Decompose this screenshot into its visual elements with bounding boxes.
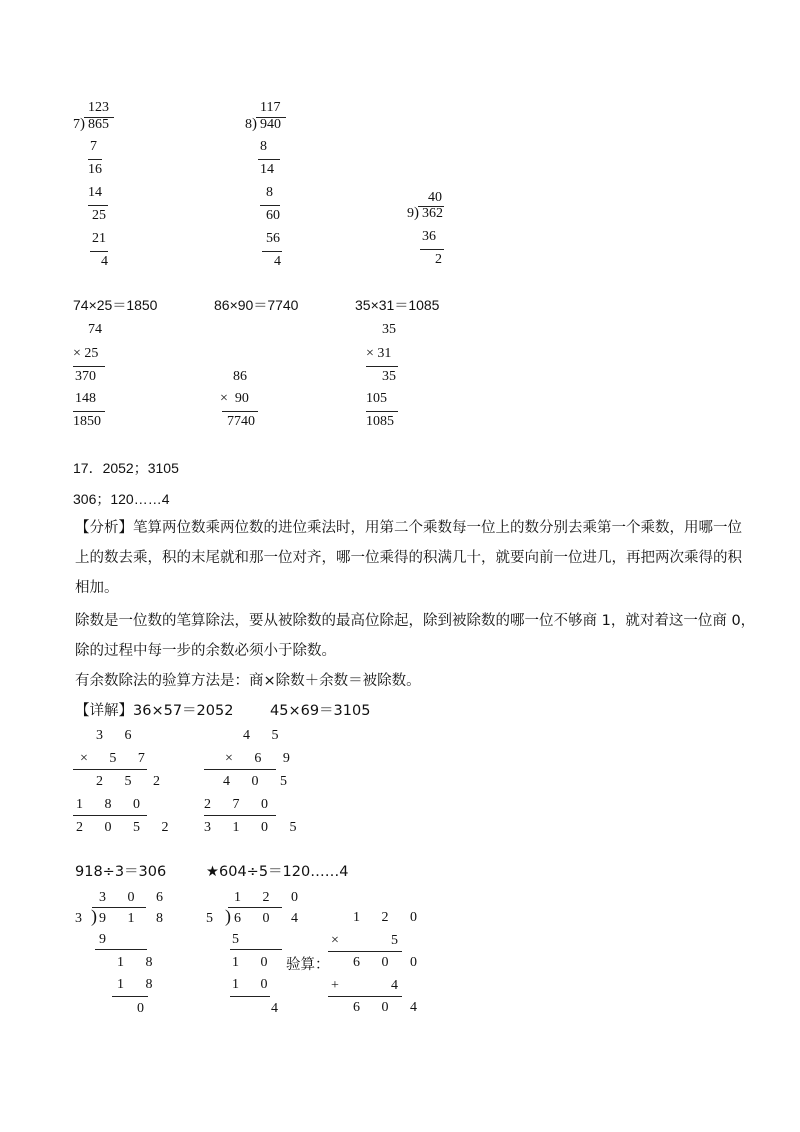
step-3: 14: [88, 185, 102, 200]
factor-2: × 25: [73, 346, 99, 361]
factor-2: × 6 9: [225, 751, 299, 766]
product: 2 0 5 2: [76, 820, 178, 835]
division-bar: [92, 907, 146, 908]
product-line: [328, 951, 402, 952]
factor-2: × 90: [220, 391, 249, 406]
check-label: 验算：: [286, 957, 330, 973]
bracket-glyph: ): [80, 116, 85, 132]
factor-1: 86: [233, 369, 247, 384]
remainder: 4: [101, 254, 108, 269]
divisor: 8: [245, 117, 252, 132]
partial-product-2: 1 8 0: [76, 797, 149, 812]
factor-2: × 5 7: [80, 751, 154, 766]
analysis-line-6: 有余数除法的验算方法是：商×除数＋余数＝被除数。: [75, 673, 421, 689]
quotient: 40: [428, 190, 442, 205]
dividend: 865: [88, 117, 109, 132]
plus-sign: +: [331, 978, 339, 993]
step-line: [262, 251, 282, 252]
step-1: 7: [90, 139, 97, 154]
quotient: 117: [260, 100, 281, 115]
equation-918-div-3: 918÷3＝306: [75, 864, 167, 880]
check-remainder: 4: [391, 978, 398, 993]
divisor: 9: [407, 206, 414, 221]
times-sign: ×: [331, 933, 339, 948]
partial-product-1: 2 5 2: [96, 774, 169, 789]
step-1: 36: [422, 229, 436, 244]
dividend: 362: [422, 206, 443, 221]
dividend: 9 1 8: [99, 911, 172, 926]
analysis-line-3: 相加。: [75, 580, 119, 596]
step-2: 16: [88, 162, 102, 177]
step-1: 5: [232, 932, 239, 947]
remainder: 4: [274, 254, 281, 269]
check-factor-1: 1 2 0: [353, 910, 426, 925]
check-factor-2: 5: [391, 933, 398, 948]
sum-line: [222, 411, 258, 412]
step-line: [230, 996, 270, 997]
step-line: [90, 251, 108, 252]
step-4: 25: [92, 208, 106, 223]
step-2: 1 0: [232, 955, 277, 970]
product: 3 1 0 5: [204, 820, 306, 835]
bracket-glyph: ): [91, 906, 97, 926]
sum-line: [73, 815, 147, 816]
remainder: 2: [435, 252, 442, 267]
step-2: 1 8: [117, 955, 162, 970]
divisor: 3: [75, 911, 82, 926]
step-line: [230, 949, 282, 950]
product-line: [73, 769, 147, 770]
step-line: [260, 205, 280, 206]
partial-product-1: 370: [75, 369, 96, 384]
partial-product-2: 2 7 0: [204, 797, 277, 812]
partial-product-2: 105: [366, 391, 387, 406]
equation-74x25: 74×25＝1850: [73, 297, 158, 313]
analysis-line-2: 上的数去乘，积的末尾就和那一位对齐，哪一位乘得的积满几十，就要向前一位进几，再把两次乘得的积: [75, 550, 742, 566]
remainder: 0: [137, 1001, 144, 1016]
detail-label: 【详解】36×57＝2052: [75, 703, 234, 719]
step-line: [88, 205, 108, 206]
product: 7740: [227, 414, 255, 429]
step-2: 14: [260, 162, 274, 177]
equation-604-div-5: ★604÷5＝120……4: [206, 864, 349, 880]
division-bar: [228, 907, 282, 908]
step-line: [88, 159, 102, 160]
step-4: 60: [266, 208, 280, 223]
step-3: 8: [266, 185, 273, 200]
detail-equation-2: 45×69＝3105: [270, 703, 371, 719]
step-3: 1 0: [232, 977, 277, 992]
divisor: 7: [73, 117, 80, 132]
product-line: [366, 366, 398, 367]
factor-1: 35: [382, 322, 396, 337]
product: 1085: [366, 414, 394, 429]
partial-product-1: 35: [382, 369, 396, 384]
step-5: 56: [266, 231, 280, 246]
divisor: 5: [206, 911, 213, 926]
bracket-glyph: ): [414, 205, 419, 221]
equation-86x90: 86×90＝7740: [214, 297, 299, 313]
partial-product-2: 148: [75, 391, 96, 406]
step-1: 9: [99, 932, 106, 947]
analysis-line-1: 【分析】笔算两位数乘两位数的进位乘法时，用第二个乘数每一位上的数分别去乘第一个乘数，用哪一位: [75, 520, 742, 536]
check-result: 6 0 4: [353, 1000, 426, 1015]
step-5: 21: [92, 231, 106, 246]
remainder: 4: [271, 1001, 278, 1016]
step-line: [95, 949, 147, 950]
partial-product-1: 4 0 5: [223, 774, 296, 789]
quotient: 123: [88, 100, 109, 115]
sum-line: [204, 815, 276, 816]
product-line: [204, 769, 276, 770]
step-1: 8: [260, 139, 267, 154]
check-product: 6 0 0: [353, 955, 426, 970]
quotient: 1 2 0: [234, 890, 307, 905]
equation-35x31: 35×31＝1085: [355, 297, 440, 313]
sum-line: [366, 411, 398, 412]
dividend: 6 0 4: [234, 911, 307, 926]
question-17-answer-2: 306；120……4: [73, 491, 170, 507]
step-line: [258, 159, 280, 160]
product-line: [73, 366, 105, 367]
step-3: 1 8: [117, 977, 162, 992]
factor-1: 74: [88, 322, 102, 337]
question-17-answer: 17．2052；3105: [73, 460, 179, 476]
product: 1850: [73, 414, 101, 429]
factor-1: 3 6: [96, 728, 141, 743]
quotient: 3 0 6: [99, 890, 172, 905]
step-line: [112, 996, 148, 997]
dividend: 940: [260, 117, 281, 132]
factor-1: 4 5: [243, 728, 288, 743]
bracket-glyph: ): [225, 906, 231, 926]
analysis-line-4: 除数是一位数的笔算除法，要从被除数的最高位除起，除到被除数的哪一位不够商 1，就对着这一位商 0，: [75, 613, 756, 629]
step-line: [420, 249, 444, 250]
analysis-line-5: 除的过程中每一步的余数必须小于除数。: [75, 643, 336, 659]
factor-2: × 31: [366, 346, 392, 361]
sum-line: [328, 996, 402, 997]
sum-line: [73, 411, 105, 412]
bracket-glyph: ): [252, 116, 257, 132]
